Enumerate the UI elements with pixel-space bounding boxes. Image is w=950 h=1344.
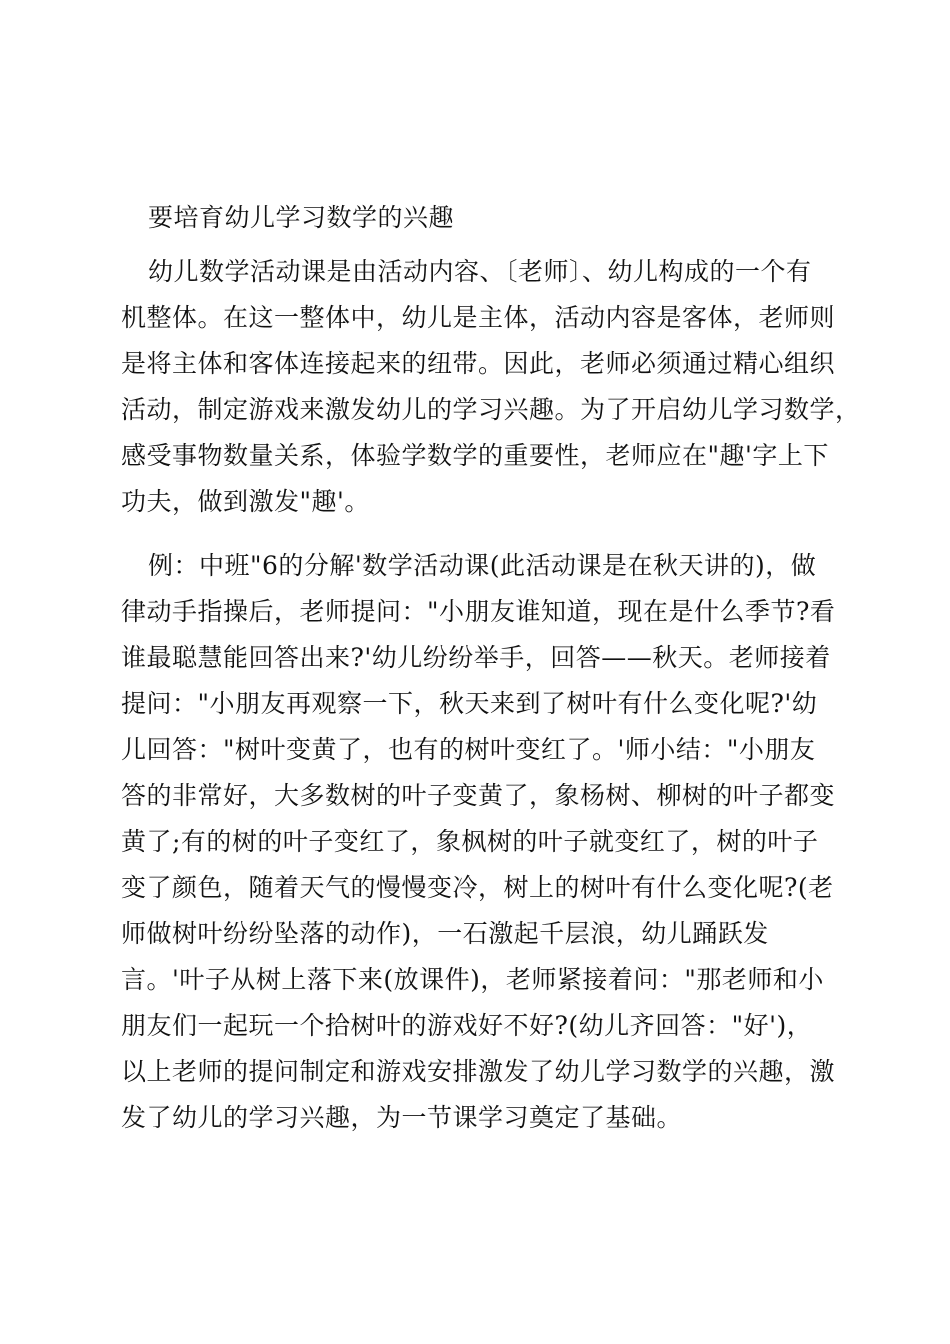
paragraph-2-line-6: 答的非常好，大多数树的叶子变黄了，象杨树、柳树的叶子都变 xyxy=(121,781,836,810)
paragraph-2-line-1: 例：中班"6的分解'数学活动课(此活动课是在秋天讲的)，做 xyxy=(148,551,817,580)
paragraph-1-line-5: 感受事物数量关系，体验学数学的重要性，老师应在"趣'字上下 xyxy=(121,441,829,470)
paragraph-1-line-1: 幼儿数学活动课是由活动内容、〔老师〕、幼儿构成的一个有 xyxy=(148,257,812,286)
paragraph-2-line-9: 师做树叶纷纷坠落的动作)，一石激起千层浪，幼儿踊跃发 xyxy=(121,919,769,948)
paragraph-1-line-6: 功夫，做到激发"趣'。 xyxy=(121,487,370,516)
paragraph-2-line-8: 变了颜色，随着天气的慢慢变冷，树上的树叶有什么变化呢?(老 xyxy=(121,873,834,902)
paragraph-2-line-2: 律动手指操后，老师提问："小朋友谁知道，现在是什么季节?看 xyxy=(121,597,836,626)
paragraph-1-line-2: 机整体。在这一整体中，幼儿是主体，活动内容是客体，老师则 xyxy=(121,303,836,332)
paragraph-2-line-4: 提问："小朋友再观察一下，秋天来到了树叶有什么变化呢?'幼 xyxy=(121,689,818,718)
paragraph-1-line-4: 活动，制定游戏来激发幼儿的学习兴趣。为了开启幼儿学习数学， xyxy=(121,395,861,424)
document-title: 要培育幼儿学习数学的兴趣 xyxy=(148,203,455,232)
paragraph-2-line-12: 以上老师的提问制定和游戏安排激发了幼儿学习数学的兴趣，激 xyxy=(121,1057,836,1086)
paragraph-1-line-3: 是将主体和客体连接起来的纽带。因此，老师必须通过精心组织 xyxy=(121,349,836,378)
paragraph-2-line-13: 发了幼儿的学习兴趣，为一节课学习奠定了基础。 xyxy=(121,1103,683,1132)
paragraph-2-line-5: 儿回答："树叶变黄了，也有的树叶变红了。'师小结："小朋友 xyxy=(121,735,816,764)
paragraph-2-line-3: 谁最聪慧能回答出来?'幼儿纷纷举手，回答——秋天。老师接着 xyxy=(121,643,831,672)
paragraph-2-line-7: 黄了;有的树的叶子变红了，象枫树的叶子就变红了，树的叶子 xyxy=(121,827,819,856)
paragraph-2-line-10: 言。'叶子从树上落下来(放课件)，老师紧接着问："那老师和小 xyxy=(121,965,824,994)
paragraph-2-line-11: 朋友们一起玩一个拾树叶的游戏好不好?(幼儿齐回答："好')， xyxy=(121,1011,813,1040)
